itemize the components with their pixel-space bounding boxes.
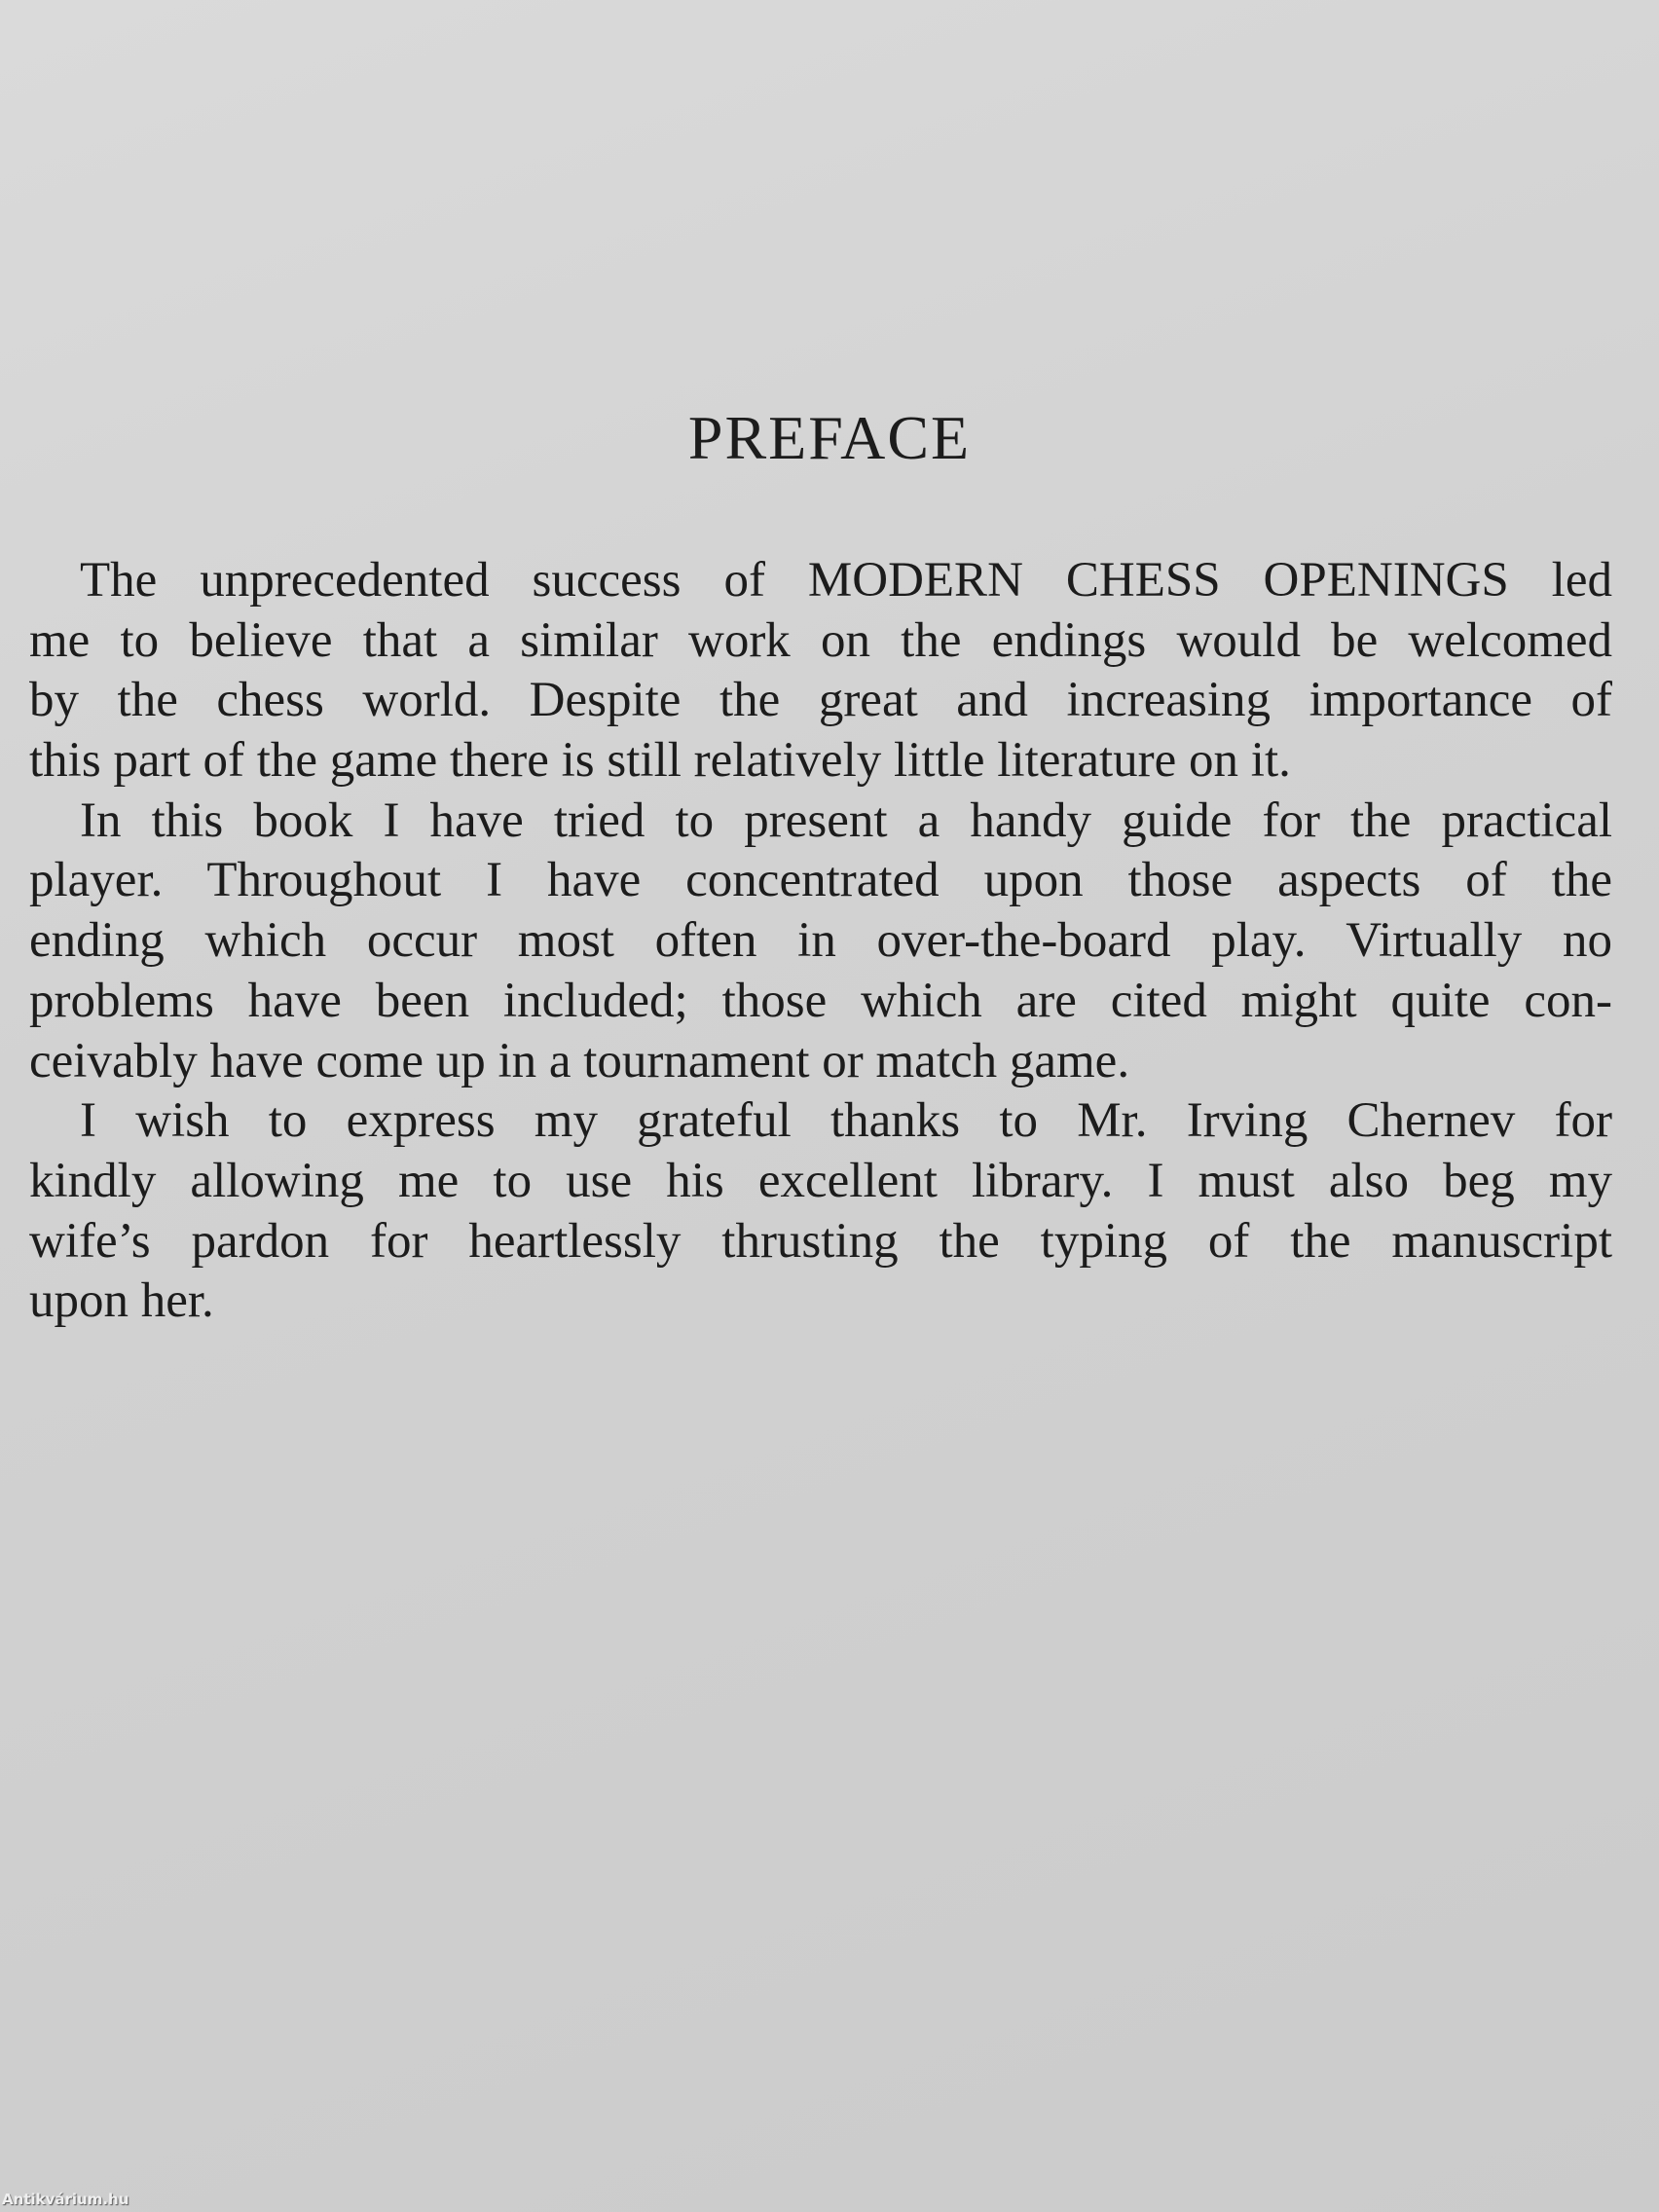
text-line: player. Throughout I have concentrated upon those aspects of the: [29, 853, 1612, 908]
paragraph-1: [29, 551, 1612, 792]
text-line: In this book I have tried to present a handy guide for the practical: [80, 793, 1612, 848]
paragraph-3: [29, 1091, 1612, 1332]
text-line: kindly allowing me to use his excellent library. I must also beg my: [29, 1153, 1612, 1208]
text-line: ceivably have come up in a tournament or match game.: [29, 1033, 1130, 1088]
text-line: ending which occur most often in over-the-board play. Virtually no: [29, 913, 1612, 969]
paragraph-2: [29, 792, 1612, 1091]
text-line: upon her.: [29, 1273, 214, 1329]
text-line: I wish to express my grateful thanks to Mr. Irving Chernev for: [80, 1093, 1612, 1149]
page-title: PREFACE: [687, 403, 972, 472]
text-line: problems have been included; those which are cited might quite con-: [29, 973, 1612, 1028]
text-line: me to believe that a similar work on the endings would be welcomed: [29, 612, 1612, 668]
preface-body: [29, 551, 1612, 1332]
text-line: The unprecedented success of MODERN CHESS OPENINGS led: [80, 553, 1612, 608]
watermark: Antikvárium.hu: [2, 2191, 129, 2208]
text-line: wife’s pardon for heartlessly thrusting the typing of the manuscript: [29, 1213, 1612, 1269]
text-line: by the chess world. Despite the great and increasing importance of: [29, 673, 1612, 728]
text-line: this part of the game there is still relatively little literature on it.: [29, 733, 1291, 789]
